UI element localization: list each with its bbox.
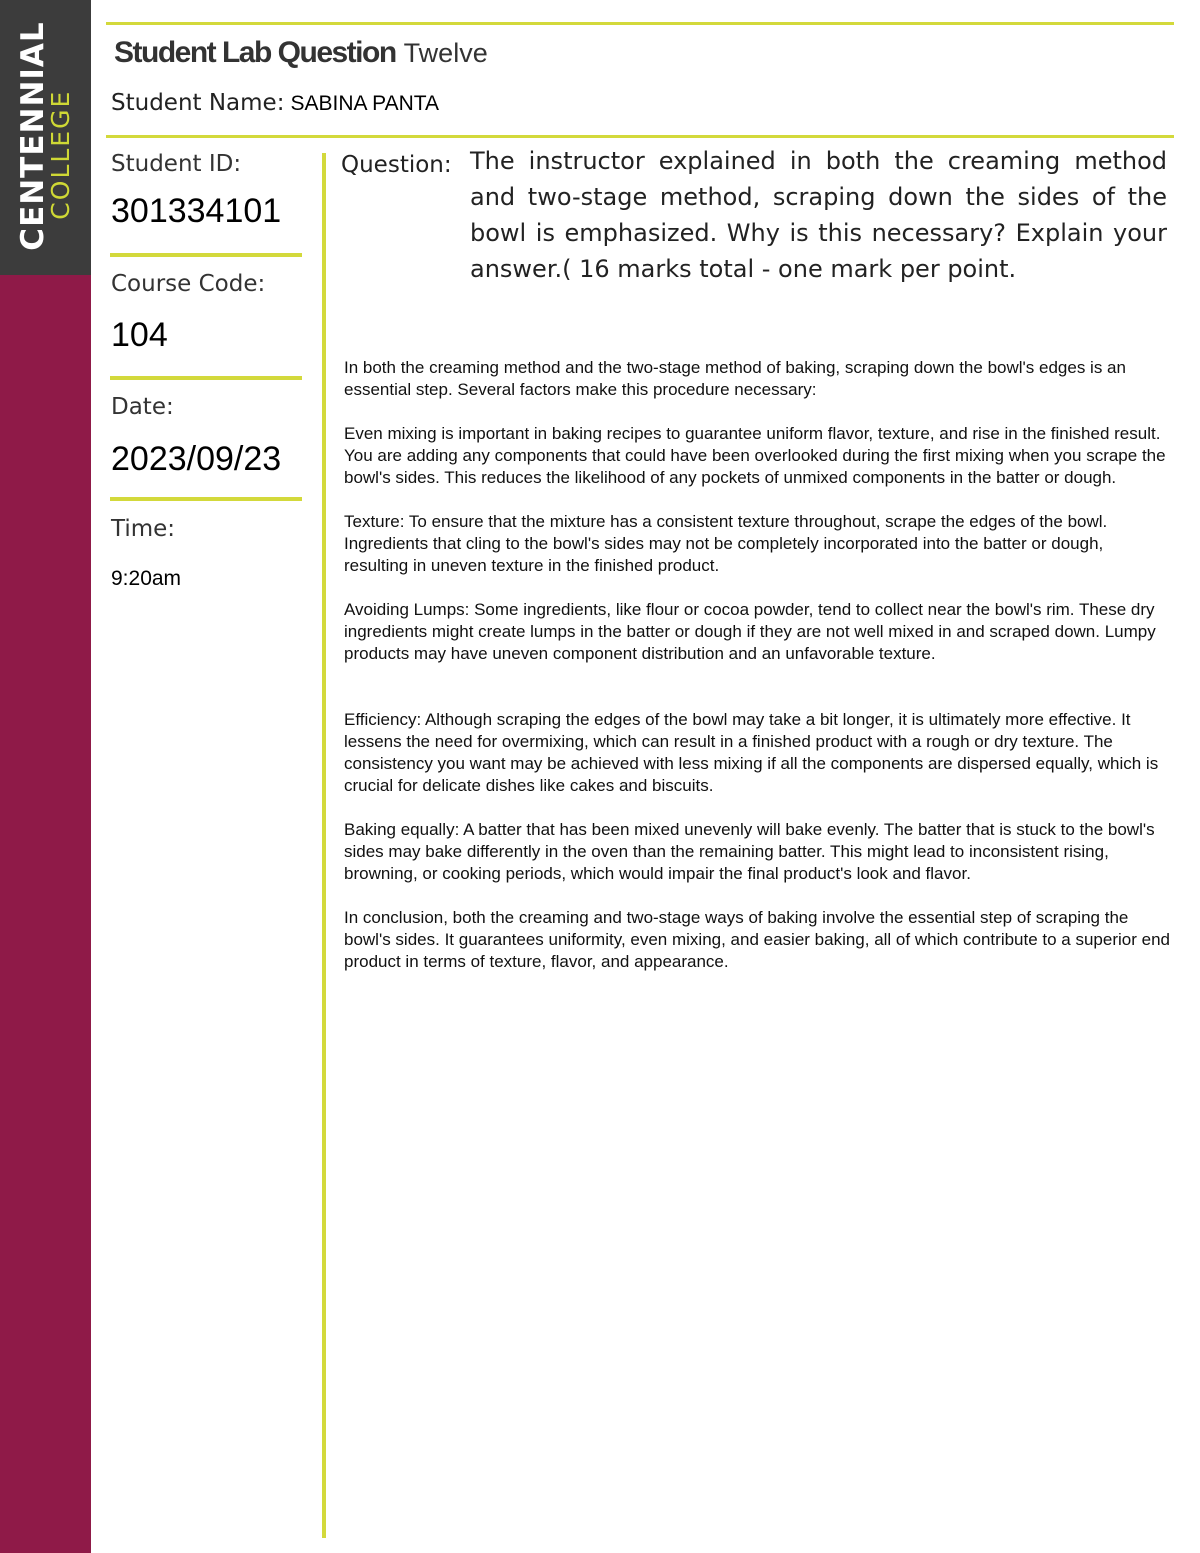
date-value: 2023/09/23 xyxy=(111,440,282,478)
question-text: The instructor explained in both the creaming method and two-stage method, scraping down the sides of the bowl is emphasized. Why is this necessary? Explain your answer.( 16 marks total - one mark per point. xyxy=(470,147,1167,283)
answer-paragraph: In both the creaming method and the two-stage method of baking, scraping down the bowl's edges is an essential step. Several factors make this procedure necessary: xyxy=(344,358,1126,399)
name-divider xyxy=(106,135,1174,138)
student-name-label: Student Name: xyxy=(111,90,285,116)
date-divider xyxy=(110,497,302,501)
answer-paragraph: Avoiding Lumps: Some ingredients, like flour or cocoa powder, tend to collect near the bowl's rim. These dry ingredients might create lumps in the batter or dough if they are not well mixed in and scraped down. Lumpy products may have uneven component distribution and an unfavorable texture. xyxy=(344,600,1156,663)
logo-college: COLLEGE xyxy=(46,89,75,220)
student-name-value: SABINA PANTA xyxy=(290,92,440,115)
logo-centennial: CENTENNIAL xyxy=(15,21,51,251)
answer-paragraph: Efficiency: Although scraping the edges of the bowl may take a bit longer, it is ultimately more effective. It lessens the need for overmixing, which can result in a finished product with a rough or dry texture. The consistency you want may be achieved with less mixing if all the components are dispersed equally, which is crucial for delicate dishes like cakes and biscuits. xyxy=(344,710,1159,795)
answer-paragraph: Even mixing is important in baking recipes to guarantee uniform flavor, texture, and rise in the finished result. You are adding any components that could have been overlooked during the first mixing when you scrape the bowl's sides. This reduces the likelihood of any pockets of unmixed components in the batter or dough. xyxy=(344,424,1166,487)
answer-body xyxy=(344,357,1172,973)
student-id-value: 301334101 xyxy=(111,192,282,230)
college-logo xyxy=(17,21,73,250)
question-label: Question: xyxy=(341,152,452,178)
student-id-divider xyxy=(110,253,302,257)
course-code-label: Course Code: xyxy=(111,271,266,297)
title-sub: Twelve xyxy=(403,38,488,68)
student-id-label: Student ID: xyxy=(111,151,242,177)
course-code-divider xyxy=(110,376,302,380)
page-title xyxy=(114,36,488,70)
date-label: Date: xyxy=(111,394,174,420)
course-code-value: 104 xyxy=(111,316,168,354)
student-name-row xyxy=(111,90,439,116)
time-label: Time: xyxy=(111,516,176,542)
sidebar-maroon-panel xyxy=(0,275,91,1553)
top-divider xyxy=(106,22,1174,25)
answer-paragraph: Baking equally: A batter that has been mixed unevenly will bake evenly. The batter that is stuck to the bowl's sides may bake differently in the oven than the remaining batter. This might lead to inconsistent rising, browning, or cooking periods, which would impair the final product's look and flavor. xyxy=(344,820,1155,883)
column-divider xyxy=(322,153,326,1538)
answer-paragraph: In conclusion, both the creaming and two-stage ways of baking involve the essential step of scraping the bowl's sides. It guarantees uniformity, even mixing, and easier baking, all of which contribute to a superior end product in terms of texture, flavor, and appearance. xyxy=(344,908,1170,971)
answer-paragraph: Texture: To ensure that the mixture has a consistent texture throughout, scrape the edges of the bowl. Ingredients that cling to the bowl's sides may not be completely incorporated into the batter or dough, resulting in uneven texture in the finished product. xyxy=(344,512,1108,575)
title-main: Student Lab Question xyxy=(114,36,396,69)
time-value: 9:20am xyxy=(111,567,182,590)
